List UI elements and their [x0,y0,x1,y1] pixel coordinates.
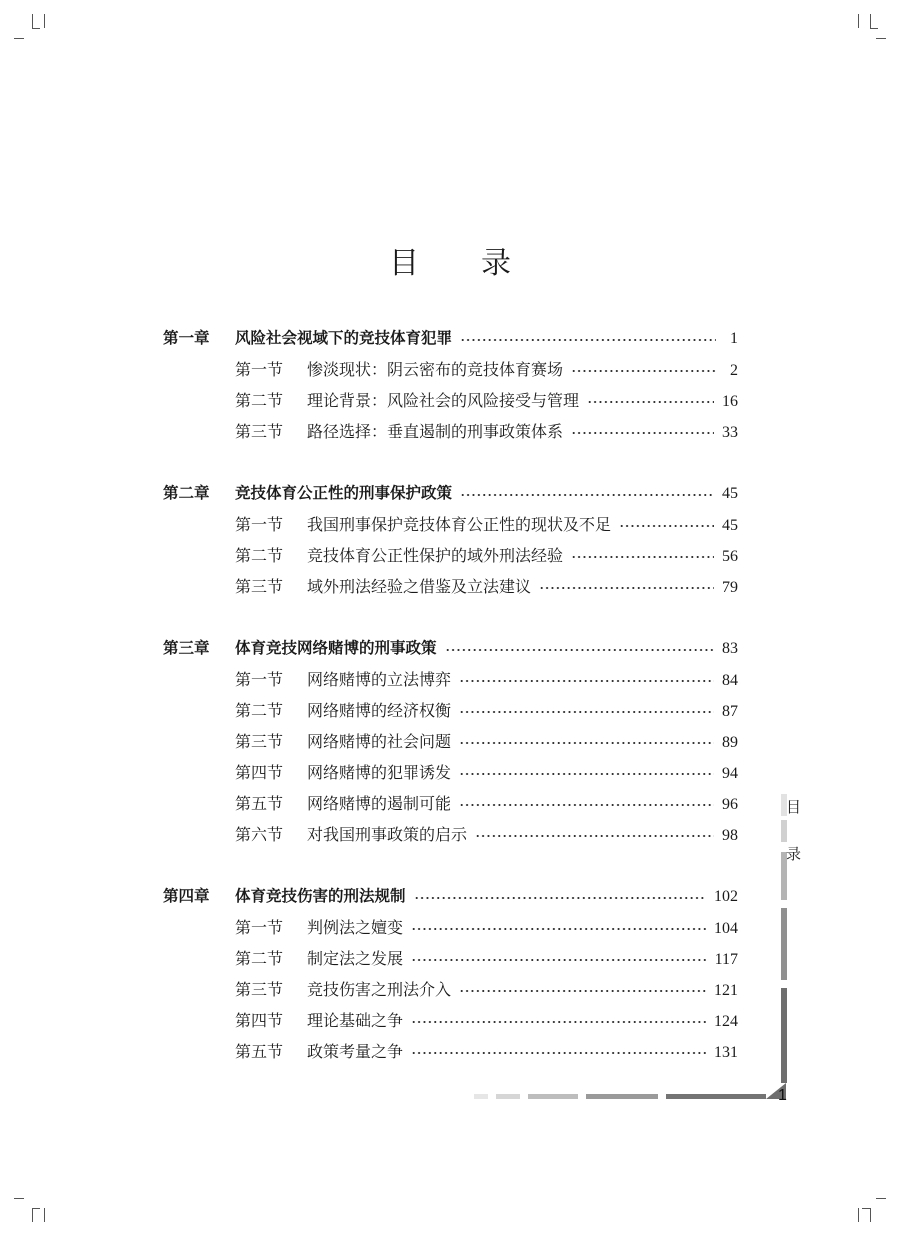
dot-leader [460,339,716,341]
section-label: 第三节 [235,577,284,596]
section-label: 第一节 [235,918,284,937]
dot-leader [459,680,714,682]
section-label: 第二节 [235,701,284,720]
page-title: 目录 [389,246,573,281]
chapter-title: 竞技体育公正性的刑事保护政策 [235,484,453,502]
section-page-number: 96 [722,796,738,813]
section-page-number: 94 [722,765,738,782]
section-label: 第三节 [235,732,284,751]
chapter-spacer [163,602,738,633]
section-entry[interactable] [163,1036,738,1067]
section-entry[interactable] [163,757,738,788]
section-entry[interactable] [163,943,738,974]
table-of-contents [163,323,738,1067]
section-entry[interactable] [163,571,738,602]
dot-leader [411,1021,706,1023]
side-bar-2 [781,820,787,842]
section-title: 网络赌博的经济权衡 [307,701,452,720]
chapter-page-number: 45 [722,485,738,502]
section-label: 第二节 [235,949,284,968]
section-label: 第一节 [235,515,284,534]
dot-leader [459,742,714,744]
section-entry[interactable] [163,509,738,540]
section-label: 第五节 [235,794,284,813]
chapter-label: 第三章 [163,639,210,657]
section-label: 第二节 [235,546,284,565]
dot-leader [539,587,714,589]
section-title: 对我国刑事政策的启示 [307,825,468,844]
section-entry[interactable] [163,664,738,695]
dot-leader [445,649,714,651]
dot-leader [571,556,714,558]
chapter-title: 体育竞技网络赌博的刑事政策 [235,639,437,657]
side-bar-4 [781,908,787,980]
section-label: 第一节 [235,360,284,379]
section-entry[interactable] [163,788,738,819]
chapter-spacer [163,850,738,881]
dot-leader [414,897,706,899]
section-title: 网络赌博的社会问题 [307,732,452,751]
section-page-number: 84 [722,672,738,689]
section-page-number: 56 [722,548,738,565]
section-title: 惨淡现状：阴云密布的竞技体育赛场 [307,360,564,379]
chapter-entry[interactable] [163,881,738,912]
chapter-entry[interactable] [163,633,738,664]
section-entry[interactable] [163,354,738,385]
bottom-bar-5 [666,1094,766,1099]
dot-leader [459,773,714,775]
dot-leader [571,432,714,434]
section-entry[interactable] [163,1005,738,1036]
chapter-spacer [163,447,738,478]
section-label: 第三节 [235,422,284,441]
dot-leader [411,1052,706,1054]
side-tab-char-1: 目 [786,798,802,816]
chapter-label: 第二章 [163,484,210,502]
section-page-number: 33 [722,424,738,441]
bottom-bar-4 [586,1094,658,1099]
section-page-number: 2 [730,362,738,379]
dot-leader [459,804,714,806]
section-page-number: 121 [714,982,738,999]
bottom-bar-2 [496,1094,520,1099]
section-page-number: 87 [722,703,738,720]
chapter-entry[interactable] [163,323,738,354]
section-title: 理论背景：风险社会的风险接受与管理 [307,391,580,410]
section-label: 第四节 [235,763,284,782]
section-title: 竞技体育公正性保护的域外刑法经验 [307,546,564,565]
section-title: 网络赌博的立法博弈 [307,670,452,689]
section-page-number: 89 [722,734,738,751]
chapter-title: 风险社会视域下的竞技体育犯罪 [235,329,453,347]
section-title: 网络赌博的遏制可能 [307,794,452,813]
section-label: 第四节 [235,1011,284,1030]
chapter-entry[interactable] [163,478,738,509]
chapter-page-number: 102 [714,888,738,905]
section-entry[interactable] [163,819,738,850]
section-label: 第五节 [235,1042,284,1061]
section-label: 第三节 [235,980,284,999]
section-title: 竞技伤害之刑法介入 [307,980,452,999]
section-page-number: 79 [722,579,738,596]
dot-leader [411,928,706,930]
side-bar-5 [781,988,787,1083]
section-page-number: 98 [722,827,738,844]
section-entry[interactable] [163,974,738,1005]
section-entry[interactable] [163,912,738,943]
side-tab-char-2: 录 [786,845,802,863]
chapter-page-number: 83 [722,640,738,657]
bottom-bar-1 [474,1094,488,1099]
section-title: 路径选择：垂直遏制的刑事政策体系 [307,422,564,441]
section-title: 政策考量之争 [307,1042,404,1061]
section-page-number: 45 [722,517,738,534]
dot-leader [587,401,714,403]
section-label: 第一节 [235,670,284,689]
dot-leader [571,370,716,372]
page-number: 1 [778,1087,787,1104]
section-title: 制定法之发展 [307,949,404,968]
section-title: 理论基础之争 [307,1011,404,1030]
dot-leader [459,711,714,713]
chapter-title: 体育竞技伤害的刑法规制 [235,887,406,905]
section-label: 第六节 [235,825,284,844]
dot-leader [460,494,714,496]
section-entry[interactable] [163,540,738,571]
section-title: 域外刑法经验之借鉴及立法建议 [307,577,532,596]
section-page-number: 124 [714,1013,738,1030]
section-label: 第二节 [235,391,284,410]
chapter-label: 第四章 [163,887,210,905]
chapter-page-number: 1 [730,330,738,347]
section-page-number: 16 [722,393,738,410]
section-entry[interactable] [163,385,738,416]
section-page-number: 131 [714,1044,738,1061]
dot-leader [619,525,714,527]
section-title: 判例法之嬗变 [307,918,404,937]
section-entry[interactable] [163,695,738,726]
dot-leader [475,835,714,837]
section-page-number: 117 [714,951,738,968]
section-page-number: 104 [714,920,738,937]
bottom-bar-3 [528,1094,578,1099]
dot-leader [459,990,706,992]
section-title: 网络赌博的犯罪诱发 [307,763,452,782]
section-entry[interactable] [163,726,738,757]
section-title: 我国刑事保护竞技体育公正性的现状及不足 [307,515,612,534]
chapter-label: 第一章 [163,329,210,347]
section-entry[interactable] [163,416,738,447]
dot-leader [411,959,707,961]
